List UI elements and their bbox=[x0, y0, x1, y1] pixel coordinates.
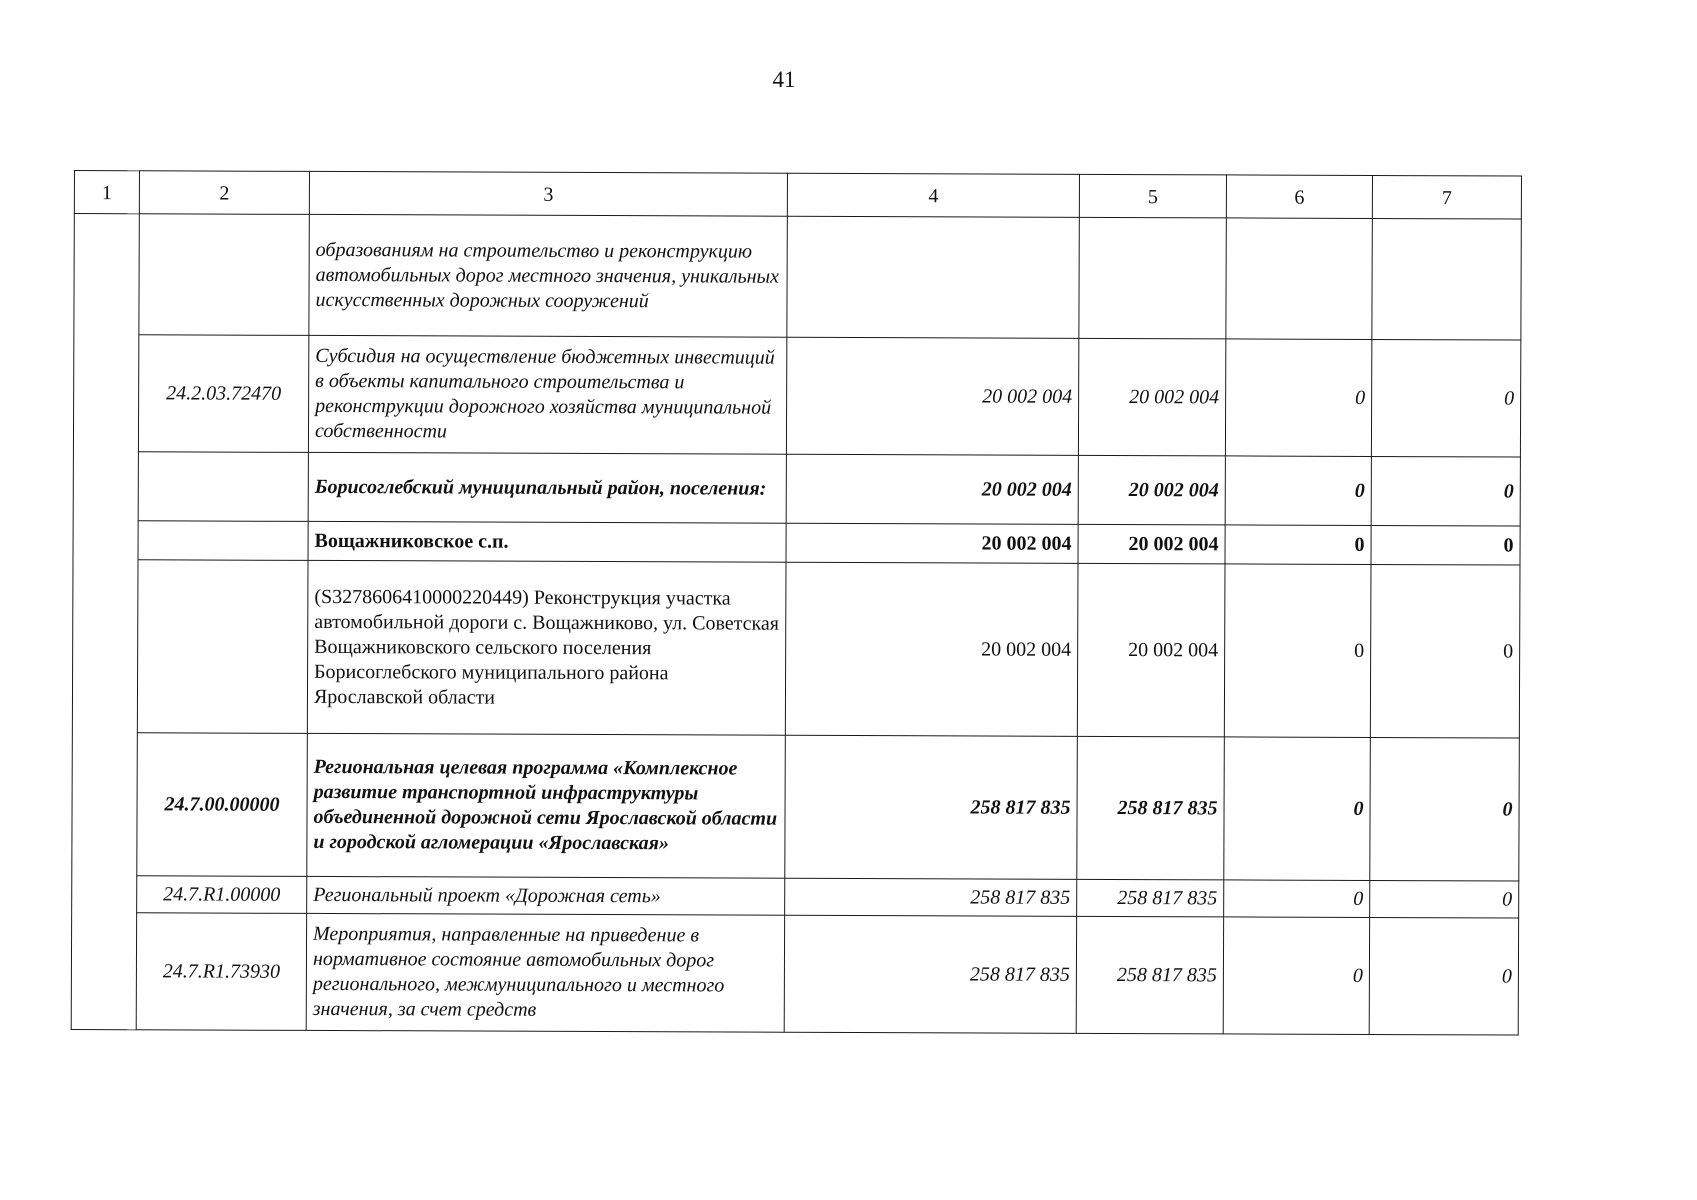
code-cell: 24.7.R1.00000 bbox=[137, 876, 307, 914]
code-cell bbox=[138, 521, 308, 561]
value-col-4: 20 002 004 bbox=[786, 454, 1078, 524]
table-row bbox=[72, 559, 1520, 738]
value-col-4: 20 002 004 bbox=[786, 523, 1078, 563]
value-col-7: 0 bbox=[1371, 339, 1520, 457]
value-col-4: 20 002 004 bbox=[786, 337, 1078, 455]
code-cell bbox=[139, 214, 309, 336]
value-col-6: 0 bbox=[1225, 525, 1371, 565]
value-col-7: 0 bbox=[1371, 456, 1520, 526]
name-cell: образованиям на строительство и реконструкцию автомобильных дорог местного значения, уникальных искусственных дорожных сооружений bbox=[309, 214, 787, 337]
value-col-4: 258 817 835 bbox=[785, 878, 1077, 916]
name-cell: Региональный проект «Дорожная сеть» bbox=[307, 876, 785, 915]
value-col-7: 0 bbox=[1369, 917, 1518, 1035]
value-col-5: 20 002 004 bbox=[1077, 563, 1225, 737]
value-col-5 bbox=[1079, 217, 1226, 339]
value-col-7 bbox=[1372, 218, 1521, 340]
table-row bbox=[73, 335, 1520, 458]
name-cell: (S3278606410000220449) Реконструкция участка автомобильной дороги с. Вощажниково, ул. Советская Вощажниковского сельского поселения Борисоглебского муниципального района Ярославской области bbox=[307, 560, 786, 735]
budget-table-sheet bbox=[71, 170, 1521, 1036]
value-col-6: 0 bbox=[1223, 917, 1369, 1035]
value-col-4: 20 002 004 bbox=[785, 562, 1078, 736]
value-col-5: 258 817 835 bbox=[1077, 879, 1224, 917]
value-col-6: 0 bbox=[1224, 737, 1371, 881]
header-row bbox=[74, 171, 1521, 220]
name-cell: Мероприятия, направленные на приведение в нормативное состояние автомобильных дорог регионального, межмуниципального и местного значения, за счет средств bbox=[306, 913, 784, 1032]
table-row bbox=[72, 732, 1520, 881]
header-col-1: 1 bbox=[74, 171, 139, 214]
column-1-cell bbox=[71, 214, 139, 1030]
value-col-7: 0 bbox=[1370, 737, 1520, 881]
table-row bbox=[73, 451, 1520, 526]
name-cell: Вощажниковское с.п. bbox=[308, 521, 786, 562]
header-col-2: 2 bbox=[139, 171, 309, 215]
value-col-7: 0 bbox=[1370, 880, 1519, 918]
value-col-6: 0 bbox=[1225, 339, 1371, 457]
code-cell: 24.7.00.00000 bbox=[137, 733, 308, 877]
name-cell: Субсидия на осуществление бюджетных инвестиций в объекты капитального строительства и реконструкции дорожного хозяйства муниципальной собственности bbox=[308, 335, 786, 454]
header-col-3: 3 bbox=[309, 171, 787, 216]
value-col-7: 0 bbox=[1370, 564, 1520, 738]
code-cell bbox=[138, 452, 308, 522]
value-col-7: 0 bbox=[1371, 525, 1520, 565]
value-col-4 bbox=[787, 216, 1079, 338]
value-col-6: 0 bbox=[1225, 456, 1371, 526]
header-col-7: 7 bbox=[1372, 175, 1521, 219]
value-col-5: 20 002 004 bbox=[1078, 455, 1225, 525]
code-cell bbox=[137, 560, 308, 734]
budget-table bbox=[71, 170, 1522, 1036]
value-col-4: 258 817 835 bbox=[785, 735, 1078, 879]
value-col-6 bbox=[1226, 218, 1372, 340]
name-cell: Борисоглебский муниципальный район, поселения: bbox=[308, 452, 786, 523]
value-col-5: 20 002 004 bbox=[1078, 524, 1225, 564]
value-col-4: 258 817 835 bbox=[784, 915, 1076, 1033]
value-col-6: 0 bbox=[1224, 880, 1370, 918]
page-number: 41 bbox=[772, 67, 796, 92]
value-col-5: 258 817 835 bbox=[1077, 736, 1225, 880]
table-row bbox=[72, 875, 1519, 918]
table-row bbox=[73, 520, 1520, 565]
code-cell: 24.7.R1.73930 bbox=[136, 913, 306, 1031]
table-row bbox=[71, 912, 1518, 1035]
header-col-4: 4 bbox=[787, 173, 1079, 217]
header-col-5: 5 bbox=[1079, 174, 1226, 218]
value-col-5: 20 002 004 bbox=[1078, 338, 1225, 456]
code-cell: 24.2.03.72470 bbox=[138, 335, 308, 453]
value-col-5: 258 817 835 bbox=[1076, 916, 1223, 1034]
header-col-6: 6 bbox=[1226, 175, 1372, 219]
table-row bbox=[74, 214, 1521, 341]
value-col-6: 0 bbox=[1224, 564, 1371, 738]
name-cell: Региональная целевая программа «Комплексное развитие транспортной инфраструктуры объединенной дорожной сети Ярославской области и городской агломерации «Ярославская» bbox=[307, 733, 786, 878]
